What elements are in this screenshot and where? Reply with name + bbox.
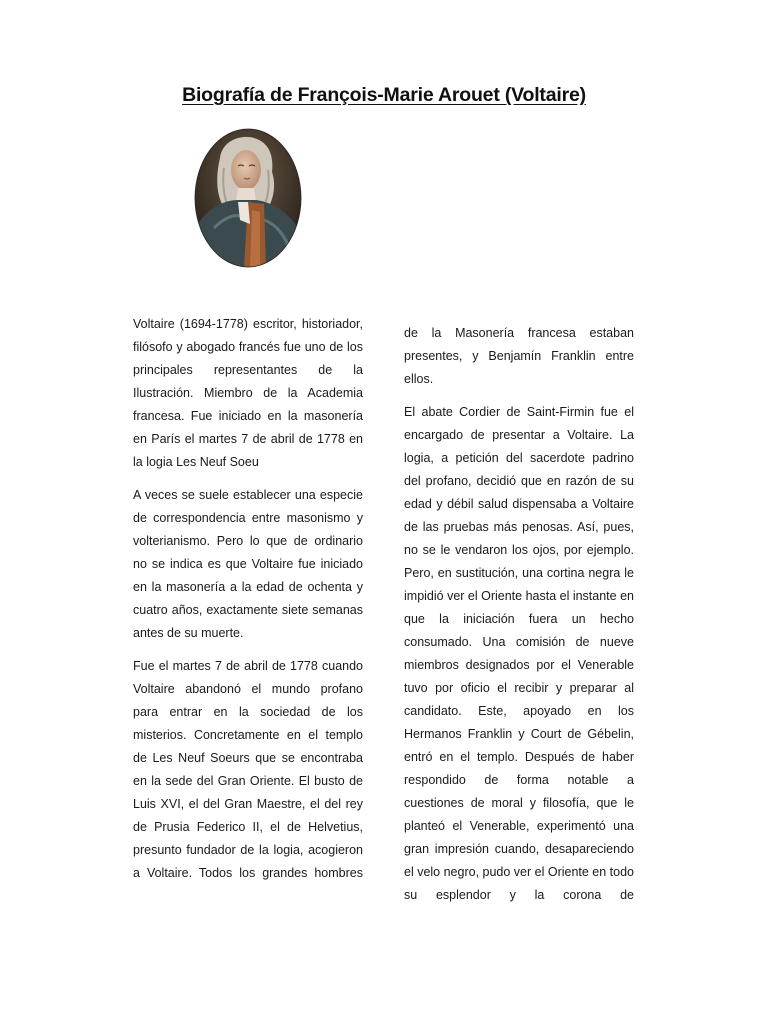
paragraph-intro: Voltaire (1694-1778) escritor, historiador, filósofo y abogado francés fue uno de los principales representantes de la Ilustración. Miembro de la Academia francesa. Fue iniciado en la masonería en París el martes 7 de abril de 1778 en la logia Les Neuf Soeu: [133, 317, 363, 469]
paragraph-ceremony: El abate Cordier de Saint-Firmin fue el encargado de presentar a Voltaire. La logia, a petición del sacerdote padrino del profano, decidió que en razón de su edad y débil salud dispensaba a Voltaire de las pruebas más penosas. Así, pues, no se le vendaron los ojos, por ejemplo. Pero, en sustitución, una cortina negra le impidió ver el Oriente hasta el instante en que la iniciación fuera un hecho consumado. Una comisión de nueve miembros designados por el Venerable tuvo por oficio el recibir y preparar al candidato. Este, apoyado en los Hermanos Franklin y Court de Gébelin, entró en el templo. Después de haber respondido de forma notable a cuestiones de moral y filosofía, que le planteó el Venerable, experimentó una gran impresión cuando, desapareciendo el velo negro, pudo ver el Oriente en todo su esplendor y la corona de: [404, 405, 635, 902]
page-title: Biografía de François-Marie Arouet (Voltaire): [182, 84, 586, 106]
paragraph-correspondence: A veces se suele establecer una especie de correspondencia entre masonismo y volterianismo. Pero lo que de ordinario no se indica es que Voltaire fue iniciado en la masonería a la edad de ochenta y cuatro años, exactamente siete semanas antes de su muerte.: [133, 488, 363, 640]
right-text-column: [404, 322, 634, 917]
left-text-column: [133, 313, 363, 895]
paragraph-masonry-present: de la Masonería francesa estaban presentes, y Benjamín Franklin entre ellos.: [404, 326, 634, 386]
portrait-image: [194, 128, 302, 268]
paragraph-initiation-date: Fue el martes 7 de abril de 1778 cuando Voltaire abandonó el mundo profano para entrar en la sociedad de los misterios. Concretamente en el templo de Les Neuf Soeurs que se encontraba en la sede del Gran Oriente. El busto de Luis XVI, el del Gran Maestre, el del rey de Prusia Federico II, el de Helvetius, presunto fundador de la logia, acogieron a Voltaire. Todos los grandes hombres: [133, 659, 363, 880]
portrait-oval-icon: [194, 128, 302, 268]
